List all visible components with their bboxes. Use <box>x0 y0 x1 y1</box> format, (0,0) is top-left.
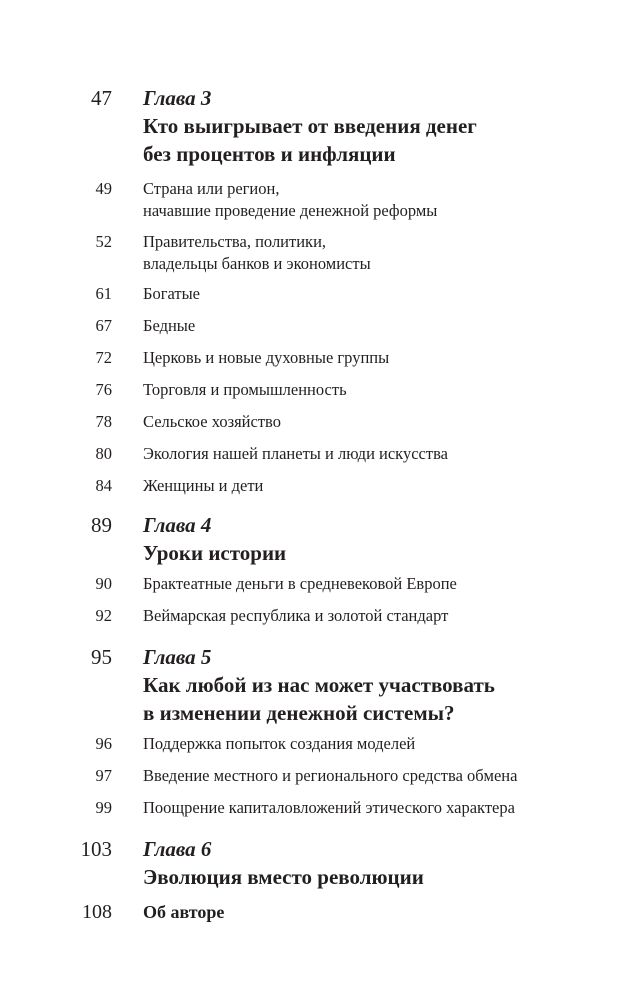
entry-title-line: владельцы банков и экономисты <box>143 254 371 274</box>
chapter-label: Глава 3 <box>143 86 212 110</box>
entry-title-line: Веймарская республика и золотой стандарт <box>143 605 449 625</box>
entry-text <box>143 84 477 168</box>
entry-text <box>143 511 286 567</box>
entry-title-line: Брактеатные деньги в средневековой Европе <box>143 573 457 593</box>
entry-text <box>143 765 517 788</box>
page-number: 80 <box>95 443 112 463</box>
page-number: 89 <box>91 513 112 537</box>
entry-text <box>143 899 224 925</box>
chapter-title-line: в изменении денежной системы? <box>143 701 455 725</box>
entry-title-line: Правительства, политики, <box>143 231 327 251</box>
entry-title-line: Церковь и новые духовные группы <box>143 347 390 367</box>
entry-text <box>143 605 448 628</box>
chapter-title-line: без процентов и инфляции <box>143 142 396 166</box>
page-number: 49 <box>95 178 112 198</box>
page-number: 61 <box>95 283 112 303</box>
entry-title-line: Поддержка попыток создания моделей <box>143 733 416 753</box>
entry-title-line: Богатые <box>143 283 201 303</box>
entry-title-line: начавшие проведение денежной реформы <box>143 201 438 221</box>
page-number: 92 <box>95 605 112 625</box>
chapter-title-line: Как любой из нас может участвовать <box>143 673 495 697</box>
page-number: 72 <box>95 347 112 367</box>
page-number: 67 <box>95 315 112 335</box>
entry-title-line: Экология нашей планеты и люди искусства <box>143 443 448 463</box>
page-number: 96 <box>95 733 112 753</box>
entry-text <box>143 733 415 756</box>
chapter-label: Глава 4 <box>143 513 212 537</box>
page-number: 99 <box>95 797 112 817</box>
entry-title-line: Женщины и дети <box>143 475 264 495</box>
entry-title-line: Торговля и промышленность <box>143 379 347 399</box>
entry-text <box>143 573 457 596</box>
page-number: 76 <box>95 379 112 399</box>
entry-title-line: Бедные <box>143 315 196 335</box>
entry-title-line: Страна или регион, <box>143 178 280 198</box>
entry-text <box>143 283 200 306</box>
entry-text <box>143 643 495 727</box>
entry-text <box>143 379 347 402</box>
chapter-title-line: Кто выигрывает от введения денег <box>143 114 477 138</box>
page-number: 47 <box>91 86 112 110</box>
page-number: 78 <box>95 411 112 431</box>
entry-text <box>143 231 371 276</box>
entry-text <box>143 411 281 434</box>
page-number: 103 <box>80 837 112 861</box>
page-number: 108 <box>82 901 112 923</box>
entry-title-line: Введение местного и регионального средства обмена <box>143 765 518 785</box>
page-number: 90 <box>95 573 112 593</box>
page-number: 52 <box>95 231 112 251</box>
chapter-title-line: Эволюция вместо революции <box>143 865 424 889</box>
entry-text <box>143 797 515 820</box>
entry-title-line: Сельское хозяйство <box>143 411 281 431</box>
entry-title-line: Поощрение капиталовложений этического характера <box>143 797 515 817</box>
entry-text <box>143 315 195 338</box>
entry-text <box>143 475 263 498</box>
entry-text <box>143 347 389 370</box>
entry-text <box>143 178 437 223</box>
chapter-label: Глава 5 <box>143 645 212 669</box>
page-number: 84 <box>95 475 112 495</box>
entry-title-line: Об авторе <box>143 902 225 922</box>
page-number: 97 <box>95 765 112 785</box>
chapter-label: Глава 6 <box>143 837 212 861</box>
entry-text <box>143 443 448 466</box>
chapter-title-line: Уроки истории <box>143 541 287 565</box>
page-number: 95 <box>91 645 112 669</box>
entry-text <box>143 835 424 891</box>
